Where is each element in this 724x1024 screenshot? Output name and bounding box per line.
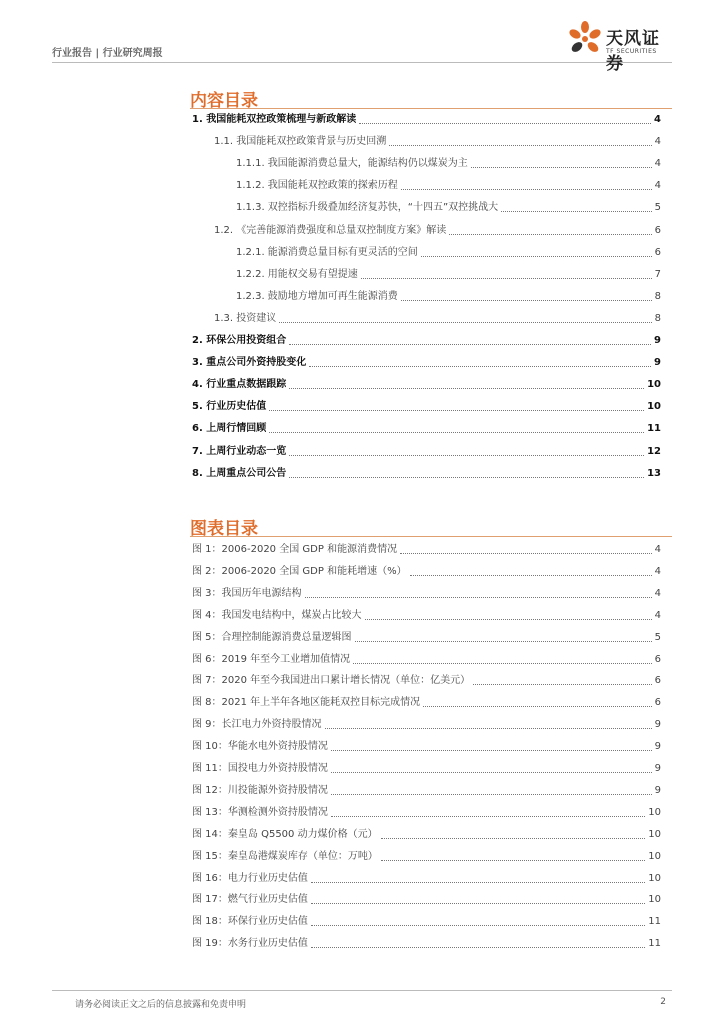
toc-entry[interactable] <box>192 379 661 391</box>
toc-entry[interactable] <box>236 202 661 214</box>
figure-entry[interactable] <box>192 675 661 687</box>
dot-leader <box>279 322 651 323</box>
dot-leader <box>355 641 652 642</box>
figure-entry-label: 图 3：我国历年电源结构 <box>192 587 302 599</box>
footer-disclaimer: 请务必阅读正文之后的信息披露和免责申明 <box>75 1000 247 1010</box>
figure-entry[interactable] <box>192 916 661 928</box>
dot-leader <box>289 388 644 389</box>
figure-entry-label: 图 7：2020 年至今我国进出口累计增长情况（单位：亿美元） <box>192 675 471 687</box>
toc-entry[interactable] <box>236 180 661 192</box>
figure-entry-label: 图 5：合理控制能源消费总量逻辑图 <box>192 631 352 643</box>
dot-leader <box>305 597 652 598</box>
figure-entry[interactable] <box>192 610 661 622</box>
dot-leader <box>361 278 652 279</box>
figure-entry[interactable] <box>192 588 661 600</box>
dot-leader <box>331 794 652 795</box>
figures-title-divider <box>190 536 672 537</box>
dot-leader <box>331 750 652 751</box>
logo-name-en: TF SECURITIES <box>606 48 657 55</box>
figure-entry[interactable] <box>192 566 661 578</box>
dot-leader <box>389 145 651 146</box>
toc-entry-label: 1.2.3. 鼓励地方增加可再生能源消费 <box>236 290 398 302</box>
toc-entry-page: 10 <box>647 379 661 391</box>
figure-entry-page: 11 <box>648 916 661 928</box>
figure-entry-page: 10 <box>648 894 661 906</box>
figure-entry[interactable] <box>192 719 661 731</box>
toc-entry[interactable] <box>236 291 661 303</box>
figure-entry[interactable] <box>192 851 661 863</box>
toc-entry-label: 4. 行业重点数据跟踪 <box>192 379 287 391</box>
toc-entry-page: 4 <box>654 158 661 170</box>
figure-entry-page: 10 <box>648 872 661 884</box>
figure-entry-label: 图 17：燃气行业历史估值 <box>192 894 308 906</box>
dot-leader <box>289 455 644 456</box>
toc-entry[interactable] <box>192 335 661 347</box>
dot-leader <box>400 553 652 554</box>
toc-entry-label: 6. 上周行情回顾 <box>192 423 267 435</box>
toc-entry[interactable] <box>214 313 661 325</box>
figure-entry[interactable] <box>192 632 661 644</box>
dot-leader <box>421 256 652 257</box>
toc-entry[interactable] <box>192 357 661 369</box>
company-logo <box>566 20 676 74</box>
toc-entry[interactable] <box>214 225 661 237</box>
figure-entry-page: 10 <box>648 850 661 862</box>
dot-leader <box>331 816 645 817</box>
logo-flower-icon <box>566 20 604 60</box>
toc-entry[interactable] <box>192 468 661 480</box>
dot-leader <box>449 234 651 235</box>
figure-entry-page: 4 <box>654 609 661 621</box>
toc-entry-page: 4 <box>654 136 661 148</box>
dot-leader <box>410 575 652 576</box>
dot-leader <box>359 123 651 124</box>
toc-entry-label: 1.1.1. 我国能源消费总量大，能源结构仍以煤炭为主 <box>236 158 468 170</box>
toc-entry-page: 4 <box>654 114 661 125</box>
toc-entry[interactable] <box>192 114 661 126</box>
toc-entry-page: 9 <box>654 335 661 346</box>
figure-entry-page: 10 <box>648 828 661 840</box>
figure-entry-label: 图 10：华能水电外资持股情况 <box>192 741 328 753</box>
dot-leader <box>401 189 652 190</box>
dot-leader <box>325 728 652 729</box>
figure-entry-page: 9 <box>654 784 661 796</box>
figure-entry-label: 图 19：水务行业历史估值 <box>192 938 308 950</box>
toc-entry-label: 7. 上周行业动态一览 <box>192 445 287 457</box>
figure-entry-page: 11 <box>648 938 661 950</box>
toc-title-divider <box>190 108 672 109</box>
figures-title: 图表目录 <box>190 519 258 539</box>
toc-entry-label: 2. 环保公用投资组合 <box>192 335 287 346</box>
toc-entry-page: 9 <box>654 357 661 369</box>
toc-entry[interactable] <box>236 158 661 170</box>
toc-entry-label: 1.1. 我国能耗双控政策背景与历史回溯 <box>214 136 387 148</box>
toc-entry-page: 11 <box>647 423 661 435</box>
toc-entry-page: 5 <box>654 202 661 214</box>
figure-entry-label: 图 16：电力行业历史估值 <box>192 872 308 884</box>
figure-entry-label: 图 4：我国发电结构中，煤炭占比较大 <box>192 609 362 621</box>
figure-entry[interactable] <box>192 785 661 797</box>
toc-entry-label: 1.2. 《完善能源消费强度和总量双控制度方案》解读 <box>214 224 447 236</box>
toc-entry-label: 1.2.2. 用能权交易有望提速 <box>236 268 358 280</box>
figure-entry[interactable] <box>192 829 661 841</box>
dot-leader <box>473 684 651 685</box>
figure-entry-page: 4 <box>654 587 661 599</box>
footer-divider <box>52 990 672 991</box>
logo-name-cn: 天风证券 <box>606 29 660 74</box>
toc-entry-label: 1.3. 投资建议 <box>214 312 277 324</box>
dot-leader <box>401 300 652 301</box>
figure-entry-label: 图 9：长江电力外资持股情况 <box>192 719 322 731</box>
dot-leader <box>423 706 651 707</box>
dot-leader <box>269 410 644 411</box>
toc-title: 内容目录 <box>190 91 258 111</box>
toc-entry-label: 1.2.1. 能源消费总量目标有更灵活的空间 <box>236 246 418 258</box>
toc-entry-label: 3. 重点公司外资持股变化 <box>192 357 307 369</box>
dot-leader <box>269 432 644 433</box>
figure-entry[interactable] <box>192 654 661 666</box>
figure-entry-page: 5 <box>654 631 661 643</box>
figure-entry[interactable] <box>192 544 661 556</box>
dot-leader <box>309 366 651 367</box>
toc-entry[interactable] <box>192 423 661 435</box>
toc-entry-page: 7 <box>654 268 661 280</box>
figure-entry-page: 9 <box>654 763 661 774</box>
toc-entry[interactable] <box>214 136 661 148</box>
figure-entry[interactable] <box>192 894 661 906</box>
figure-entry[interactable] <box>192 697 661 709</box>
toc-entry-page: 8 <box>654 290 661 302</box>
dot-leader <box>381 860 645 861</box>
figure-entry[interactable] <box>192 763 661 775</box>
toc-entry-page: 13 <box>647 467 661 479</box>
figure-entry-page: 6 <box>654 675 661 687</box>
dot-leader <box>289 344 651 345</box>
figure-entry[interactable] <box>192 741 661 753</box>
header-divider <box>52 62 672 63</box>
figure-entry-label: 图 13：华测检测外资持股情况 <box>192 806 328 818</box>
toc-entry-label: 1. 我国能耗双控政策梳理与新政解读 <box>192 114 357 125</box>
dot-leader <box>311 882 645 883</box>
dot-leader <box>381 838 646 839</box>
figure-entry-label: 图 6：2019 年至今工业增加值情况 <box>192 653 351 665</box>
toc-entry-page: 6 <box>654 224 661 236</box>
toc-entry-page: 12 <box>647 445 661 457</box>
toc-entry[interactable] <box>192 446 661 458</box>
toc-entry[interactable] <box>236 247 661 259</box>
dot-leader <box>501 211 651 212</box>
dot-leader <box>471 167 652 168</box>
figure-entry[interactable] <box>192 938 661 950</box>
figure-entry-page: 6 <box>654 653 661 665</box>
toc-entry-label: 8. 上周重点公司公告 <box>192 467 287 479</box>
dot-leader <box>311 903 645 904</box>
toc-entry-label: 5. 行业历史估值 <box>192 401 267 413</box>
figure-entry-label: 图 1：2006-2020 全国 GDP 和能源消费情况 <box>192 544 398 555</box>
figure-entry-page: 4 <box>654 565 661 577</box>
figure-entry-label: 图 8：2021 年上半年各地区能耗双控目标完成情况 <box>192 697 421 709</box>
figure-entry-page: 9 <box>654 719 661 731</box>
dot-leader <box>311 925 645 926</box>
dot-leader <box>331 772 652 773</box>
dot-leader <box>311 947 645 948</box>
figure-entry[interactable] <box>192 807 661 819</box>
dot-leader <box>289 477 644 478</box>
figure-entry-label: 图 18：环保行业历史估值 <box>192 916 308 928</box>
toc-entry-label: 1.1.3. 双控指标升级叠加经济复苏快，“十四五”双控挑战大 <box>236 202 499 214</box>
figure-entry-label: 图 2：2006-2020 全国 GDP 和能耗增速（%） <box>192 565 407 577</box>
figure-entry[interactable] <box>192 873 661 885</box>
toc-entry-page: 4 <box>654 180 661 192</box>
figure-entry-page: 10 <box>648 806 661 818</box>
page-number: 2 <box>660 997 666 1007</box>
toc-entry-label: 1.1.2. 我国能耗双控政策的探索历程 <box>236 180 398 192</box>
figure-entry-page: 4 <box>654 544 661 555</box>
figure-entry-label: 图 11：国投电力外资持股情况 <box>192 763 328 774</box>
figure-entry-page: 9 <box>654 741 661 753</box>
figure-entry-page: 6 <box>654 697 661 709</box>
dot-leader <box>365 619 652 620</box>
dot-leader <box>353 663 651 664</box>
toc-entry-page: 8 <box>654 312 661 324</box>
toc-entry[interactable] <box>236 269 661 281</box>
figure-entry-label: 图 12：川投能源外资持股情况 <box>192 784 328 796</box>
figure-entry-label: 图 15：秦皇岛港煤炭库存（单位：万吨） <box>192 850 378 862</box>
toc-entry-page: 10 <box>647 401 661 413</box>
toc-entry[interactable] <box>192 401 661 413</box>
figure-entry-label: 图 14：秦皇岛 Q5500 动力煤价格（元） <box>192 828 378 840</box>
header-text: 行业报告 | 行业研究周报 <box>52 48 163 59</box>
toc-entry-page: 6 <box>654 246 661 258</box>
